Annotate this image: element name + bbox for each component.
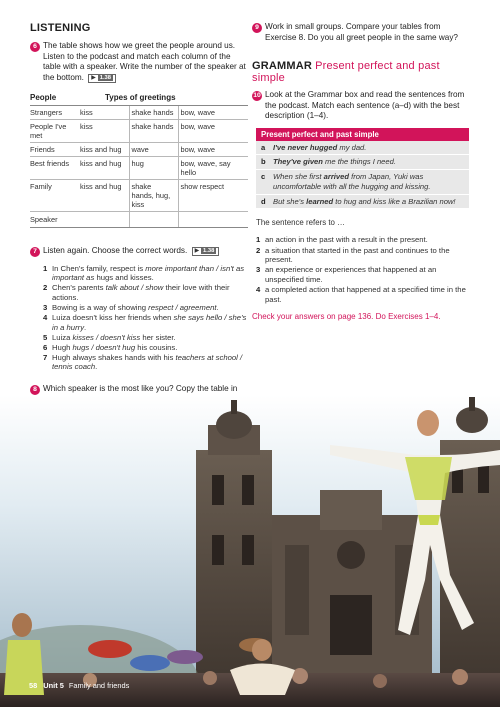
table-row <box>30 143 248 157</box>
speaker-row <box>30 212 248 228</box>
unit-label: Unit 5 <box>43 681 64 690</box>
grammar-title: GRAMMAR <box>252 60 313 72</box>
grammar-sentence: b They've given me the things I need. <box>256 155 469 170</box>
exercise-10 <box>252 90 472 122</box>
grammar-sentence: a I've never hugged my dad. <box>256 141 469 156</box>
word-choice[interactable]: respect / agreement <box>148 302 217 312</box>
table-cell: wave <box>129 143 178 157</box>
exercise-number-10: 10 <box>253 92 261 99</box>
exercise-number-9: 9 <box>252 23 262 33</box>
table-cell: show respect <box>178 180 248 212</box>
page-footer <box>29 681 129 690</box>
word-choice[interactable]: hugs / doesn't hug <box>72 342 136 352</box>
list-item: 2 Chen's parents talk about / show their love with their actions. <box>43 283 230 302</box>
col-header-types: Types of greetings <box>80 91 248 106</box>
row-person: Family <box>30 180 80 212</box>
list-item: 6 Hugh hugs / doesn't hug his cousins. <box>43 342 178 352</box>
row-person: People I've met <box>30 120 80 143</box>
exercise-10-text: Look at the Grammar box and read the sentences from the podcast. Match each sentence (a–d) with the best description (1–4). <box>265 90 465 120</box>
grammar-box <box>256 128 469 210</box>
table-cell: shake hands <box>129 120 178 143</box>
word-choice[interactable]: kisses / doesn't kiss <box>72 332 141 342</box>
grammar-heading <box>252 60 472 84</box>
table-cell: hug <box>129 157 178 180</box>
exercise-number-8: 8 <box>30 385 40 395</box>
table-cell: kiss <box>80 106 129 120</box>
row-person: Best friends <box>30 157 80 180</box>
table-cell: kiss <box>80 120 129 143</box>
list-item: 3 an experience or experiences that happened at an unspecified time. <box>256 265 437 284</box>
table-cell: kiss and hug <box>80 180 129 212</box>
description-list <box>252 235 472 304</box>
word-choice[interactable]: teachers at school / tennis coach <box>52 352 243 372</box>
exercise-9-text: Work in small groups. Compare your tables from Exercise 8. Do you all greet people in the same way? <box>265 22 458 42</box>
exercise-number-7: 7 <box>30 247 40 257</box>
exercise-6 <box>30 41 248 83</box>
word-choice[interactable]: talk about / show <box>105 283 164 293</box>
speaker-label: Speaker <box>30 212 80 228</box>
word-choice[interactable]: more important than / isn't as important as <box>52 263 245 283</box>
exercise-7 <box>30 246 248 257</box>
right-column <box>252 22 472 321</box>
table-row <box>30 180 248 212</box>
audio-track-badge[interactable]: ▶ 1.38 <box>88 74 116 83</box>
list-item: 1 In Chen's family, respect is more important than / isn't as important as hugs and kisses. <box>43 263 245 283</box>
grammar-sentence: c When she first arrived from Japan, Yuki was uncomfortable with all the hugging and kissing. <box>256 170 469 195</box>
col-header-people: People <box>30 91 80 106</box>
row-person: Strangers <box>30 106 80 120</box>
exercise-9 <box>252 22 472 43</box>
table-cell: shake hands, hug, kiss <box>129 180 178 212</box>
exercise-7-text: Listen again. Choose the correct words. <box>43 246 188 255</box>
refers-text: The sentence refers to … <box>256 218 346 228</box>
table-cell: bow, wave, say hello <box>178 157 248 180</box>
grammar-box-title: Present perfect and past simple <box>256 128 469 141</box>
grammar-subtitle: Present perfect and past simple <box>252 60 440 84</box>
list-item: 3 Bowing is a way of showing respect / agreement. <box>43 302 219 312</box>
exercise-6-text: The table shows how we greet the people around us. Listen to the podcast and match each column of the table with a speaker. Write the number of the speaker at the bottom. <box>43 41 246 82</box>
audio-track-badge[interactable]: ▶ 1.38 <box>192 247 220 256</box>
listening-heading: LISTENING <box>30 22 91 34</box>
table-cell: shake hands <box>129 106 178 120</box>
table-cell: bow, wave <box>178 106 248 120</box>
table-cell: bow, wave <box>178 120 248 143</box>
unit-title: Family and friends <box>68 681 130 690</box>
list-item: 5 Luiza kisses / doesn't kiss her sister. <box>43 332 176 342</box>
list-item: 4 a completed action that happened at a specified time in the past. <box>256 284 466 304</box>
list-item: 7 Hugh always shakes hands with his teachers at school / tennis coach. <box>43 352 243 372</box>
grammar-sentence: d But she's learned to hug and kiss like a Brazilian now! <box>256 195 469 210</box>
greetings-table <box>30 91 248 228</box>
table-row <box>30 106 248 120</box>
table-cell: bow, wave <box>178 143 248 157</box>
list-item: 2 a situation that started in the past and continues to the present. <box>256 245 450 265</box>
table-row <box>30 120 248 143</box>
speaker-answer-cell[interactable] <box>129 212 178 228</box>
exercise-number-6: 6 <box>30 42 40 52</box>
list-item: 4 Luiza doesn't kiss her friends when she says hello / she's in a hurry. <box>43 312 247 332</box>
page-number: 58 <box>29 681 38 690</box>
row-person: Friends <box>30 143 80 157</box>
cathedral-festival-photo <box>0 395 500 707</box>
check-answers-link[interactable]: Check your answers on page 136. Do Exercises 1–4. <box>252 312 441 322</box>
table-cell: kiss and hug <box>80 157 129 180</box>
exercise-7-items <box>30 264 248 373</box>
table-row <box>30 157 248 180</box>
exercise-8-text: Which speaker is the most like you? Copy the table in <box>43 384 238 394</box>
photo-illustration <box>0 395 500 707</box>
table-cell: kiss and hug <box>80 143 129 157</box>
word-choice[interactable]: she says hello / she's in a hurry <box>52 312 247 332</box>
speaker-answer-cell[interactable] <box>178 212 248 228</box>
left-column <box>30 22 248 426</box>
speaker-answer-cell[interactable] <box>80 212 129 228</box>
list-item: 1 an action in the past with a result in the present. <box>256 235 428 245</box>
